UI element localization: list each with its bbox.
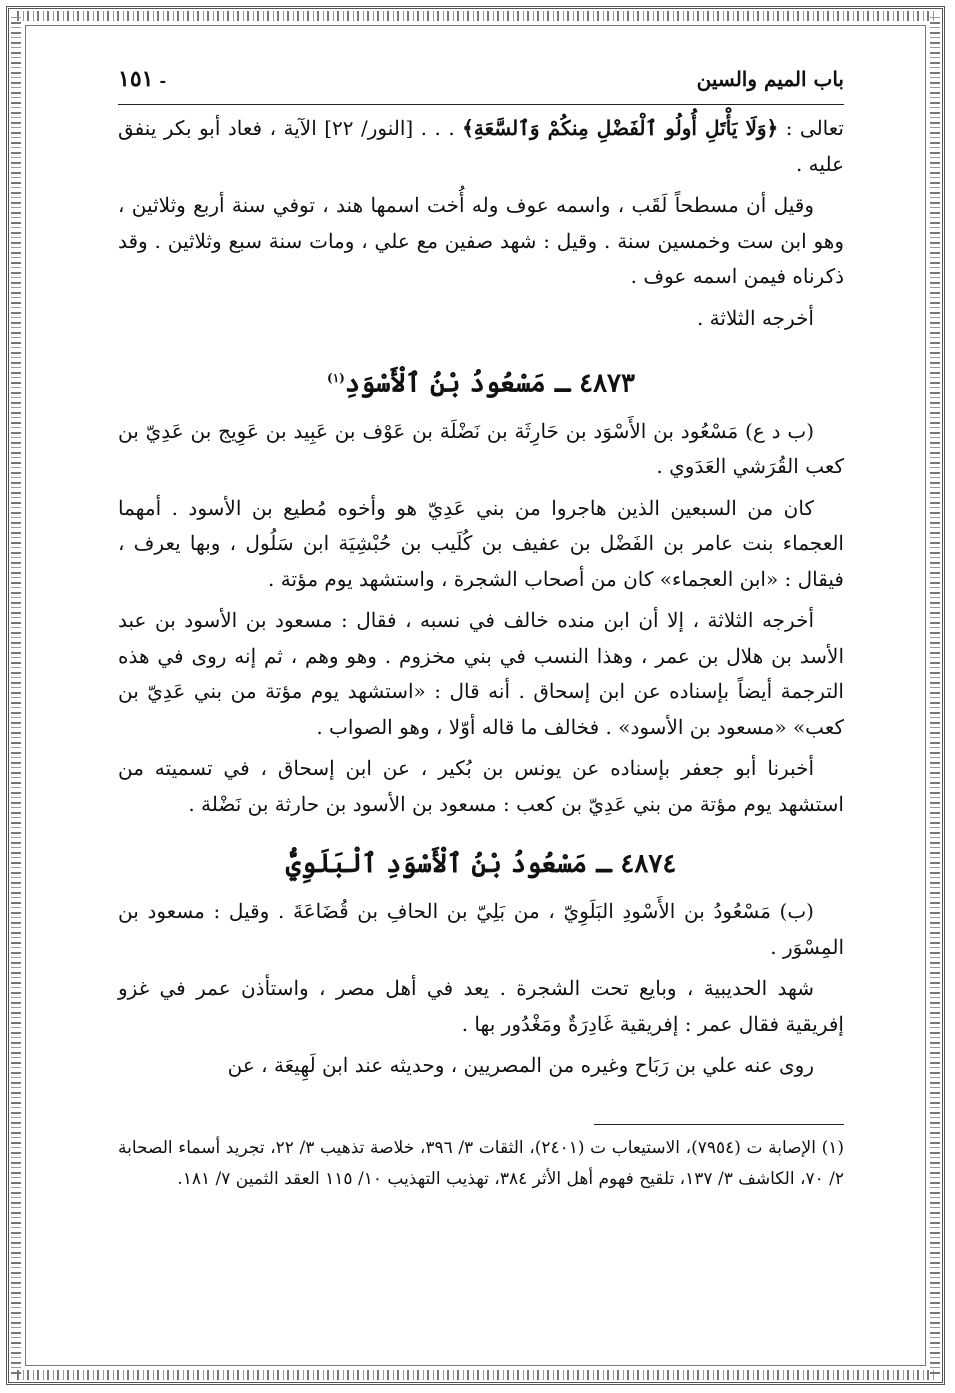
footnotes (118, 1133, 844, 1195)
entry-4874-heading: ٤٨٧٤ ـ مَسْعُودُ بْنُ ٱلْأَسْوَدِ ٱلْبَلَوِيُّ (285, 849, 677, 880)
entry-4874-paragraph: شهد الحديبية ، وبايع تحت الشجرة . يعد في أهل مصر ، واستأذن عمر في غزو إفريقية فقال عمر : إفريقية غَادِرَةٌ ومَغْدُور بها . (118, 976, 844, 1036)
page-number-wrap (118, 66, 166, 92)
page-number-mark: - (159, 71, 167, 90)
entry-4873-heading (118, 358, 844, 404)
entry-4873-paragraph: (ب د ع) مَسْعُود بن الأَسْوَد بن حَارِثَة بن نَضْلَة بن عَوْف بن عَبِيد بن عَوِيج بن عَدِيّ بن كعب القُرَشي العَدَوي . (118, 418, 844, 479)
entry-4873-paragraph: أخبرنا أبو جعفر بإسناده عن يونس بن بُكير ، عن ابن إسحاق ، في تسميته من استشهد يوم مؤتة من بني عَدِيّ بن كعب : مسعود بن الأسود بن حارثة بن نَضْلة . (118, 756, 844, 816)
quran-verse: ﴿وَلَا يَأْتَلِ أُولُو ٱلْفَضْلِ مِنكُمْ وَٱلسَّعَةِ﴾ (462, 116, 779, 140)
intro-prefix: تعالى : (778, 116, 844, 140)
entry-4874-paragraph: روى عنه علي بن رَبَاح وغيره من المصريين ، وحديثه عند ابن لَهِيعَة ، عن (227, 1053, 814, 1078)
entry-4873-paragraph: أخرجه الثلاثة ، إلا أن ابن منده خالف في نسبه ، فقال : مسعود بن الأسود بن عبد الأسد بن هلال بن عمر ، وهذا النسب في بني مخزوم . وهو وهم ، ثم إنه روى في هذه الترجمة أيضاً بإسناده عن ابن إسحاق . أنه قال : «استشهد يوم مؤتة من بني عَدِيّ بن كعب» «مسعود بن الأسود» . فخالف ما قاله أوّلا ، وهو الصواب . (118, 608, 844, 739)
page-content (118, 66, 844, 1195)
decorative-chain-border-bottom (17, 1370, 934, 1380)
intro-suffix: . . . [النور/ ٢٢] الآية ، فعاد أبو بكر ينفق عليه . (118, 116, 844, 176)
intro-paragraph-3: أخرجه الثلاثة . (696, 305, 814, 330)
running-title: باب الميم والسين (696, 67, 844, 91)
entry-4873-heading-text: ٤٨٧٣ ـ مَسْعُودُ بْنُ ٱلْأَسْوَدِ (344, 368, 635, 399)
footnote-ref: (١) (327, 371, 345, 385)
running-header (118, 66, 844, 105)
entry-4874-paragraph: (ب) مَسْعُودُ بن الأَسْودِ البَلَوِيّ ، من بَلِيّ بن الحافِ بن قُضَاعَةَ . وقيل : مسعود بن المِسْوَر . (118, 899, 844, 959)
intro-paragraph-2: وقيل أن مسطحاً لَقَب ، واسمه عوف وله أُخت اسمها هند ، توفي سنة أربع وثلاثين ، وهو ابن ست وخمسين سنة . وقيل : شهد صفين مع علي ، ومات سنة سبع وثلاثين . وقد ذكرناه فيمن اسمه عوف . (118, 193, 844, 288)
intro-paragraph-1 (118, 111, 844, 182)
entry-4873-paragraph: كان من السبعين الذين هاجروا من بني عَدِيّ هو وأخوه مُطيع بن الأسود . أمهما العجماء بنت عامر بن الفَضْل بن عفيف بن كُلَيب بن حُبْشِيَة ابن سَلُول ، وبها يعرف ، فيقال : «ابن العجماء» كان من أصحاب الشجرة ، واستشهد يوم مؤتة . (118, 495, 844, 591)
decorative-chain-border-right (930, 17, 940, 1374)
page-number: ١٥١ (118, 66, 154, 92)
decorative-chain-border-left (11, 17, 21, 1374)
decorative-chain-border-top (17, 11, 934, 21)
footnote-divider (594, 1124, 844, 1125)
footnote: (١) الإصابة ت (٧٩٥٤)، الاستيعاب ت (٢٤٠١)، الثقات ٣/ ٣٩٦، خلاصة تذهيب ٣/ ٢٢، تجريد أسماء الصحابة ٢/ ٧٠، الكاشف ٣/ ١٣٧، تلقيح فهوم أهل الأثر ٣٨٤، تهذيب التهذيب ١٠/ ١١٥ العقد الثمين ٧/ ١٨١. (118, 1137, 844, 1189)
